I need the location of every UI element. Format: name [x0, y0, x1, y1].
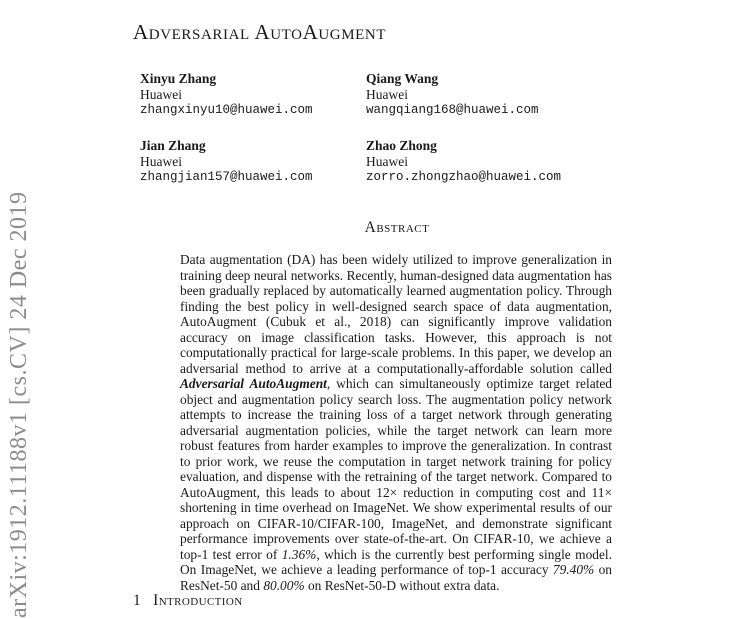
author-email: zorro.zhongzhao@huawei.com: [366, 170, 562, 184]
author-name: Jian Zhang: [140, 138, 206, 153]
author-name: Xinyu Zhang: [140, 71, 217, 86]
author-affiliation: Huawei: [140, 87, 182, 102]
section-title: Introduction: [153, 592, 243, 609]
abstract-text: , which can simultaneously optimize target related object and augmentation policy search loss. The augmentation policy network attempts to increase the training loss of a target network through generating adversarial augmentation policies, while the target network can learn more robust features from harder examples to improve the generalization. In contrast to prior work, we reuse the computation in target network training for policy evaluation, and dispense with the retraining of the target network. Compared to AutoAugment, this leads to about 12× reduction in computing cost and 11× shortening in time overhead on ImageNet. We show experimental results of our approach on CIFAR-10/CIFAR-100, ImageNet, and demonstrate significant performance improvements over state-of-the-art. On CIFAR-10, we achieve a top-1 test error of: [180, 376, 612, 562]
author-name: Zhao Zhong: [366, 138, 437, 153]
resnet50d-accuracy-value: 80.00%: [263, 577, 305, 593]
author-name: Qiang Wang: [366, 71, 439, 86]
abstract-text: on ResNet-50-D without extra data.: [304, 577, 500, 593]
author-email: zhangxinyu10@huawei.com: [140, 103, 313, 117]
author-block: [366, 71, 596, 118]
abstract-heading: Abstract: [364, 219, 430, 236]
author-affiliation: Huawei: [366, 87, 408, 102]
abstract-body: [180, 252, 612, 593]
paper-title: Adversarial AutoAugment: [133, 20, 387, 44]
section-number: 1: [133, 592, 142, 609]
author-block: [140, 71, 370, 118]
resnet50-accuracy-value: 79.40%: [552, 562, 595, 577]
author-affiliation: Huawei: [140, 154, 182, 169]
section-heading: [133, 592, 243, 610]
author-email: wangqiang168@huawei.com: [366, 103, 539, 117]
abstract-text: Data augmentation (DA) has been widely utilized to improve generalization in training deep neural networks. Recently, human-designed data augmentation has been gradually replaced by automatically learned augmentation policy. Through finding the best policy in well-designed search space of data augmentation, AutoAugment (Cubuk et al., 2018) can significantly improve validation accuracy on image classification tasks. However, this approach is not computationally practical for large-scale problems. In this paper, we develop an adversarial method to arrive at a computationally-affordable solution called: [180, 252, 612, 376]
abstract-text: on ResNet-50 and: [180, 562, 612, 593]
cifar-error-value: 1.36%: [281, 546, 317, 562]
author-block: [140, 138, 370, 185]
method-name: Adversarial AutoAugment: [180, 376, 327, 391]
arxiv-identifier-stamp: arXiv:1912.11188v1 [cs.CV] 24 Dec 2019: [6, 191, 32, 618]
author-block: [366, 138, 596, 185]
abstract-text: , which is the currently best performing single model. On ImageNet, we achieve a leading performance of top-1 accuracy: [180, 546, 612, 577]
author-affiliation: Huawei: [366, 154, 408, 169]
author-email: zhangjian157@huawei.com: [140, 170, 313, 184]
